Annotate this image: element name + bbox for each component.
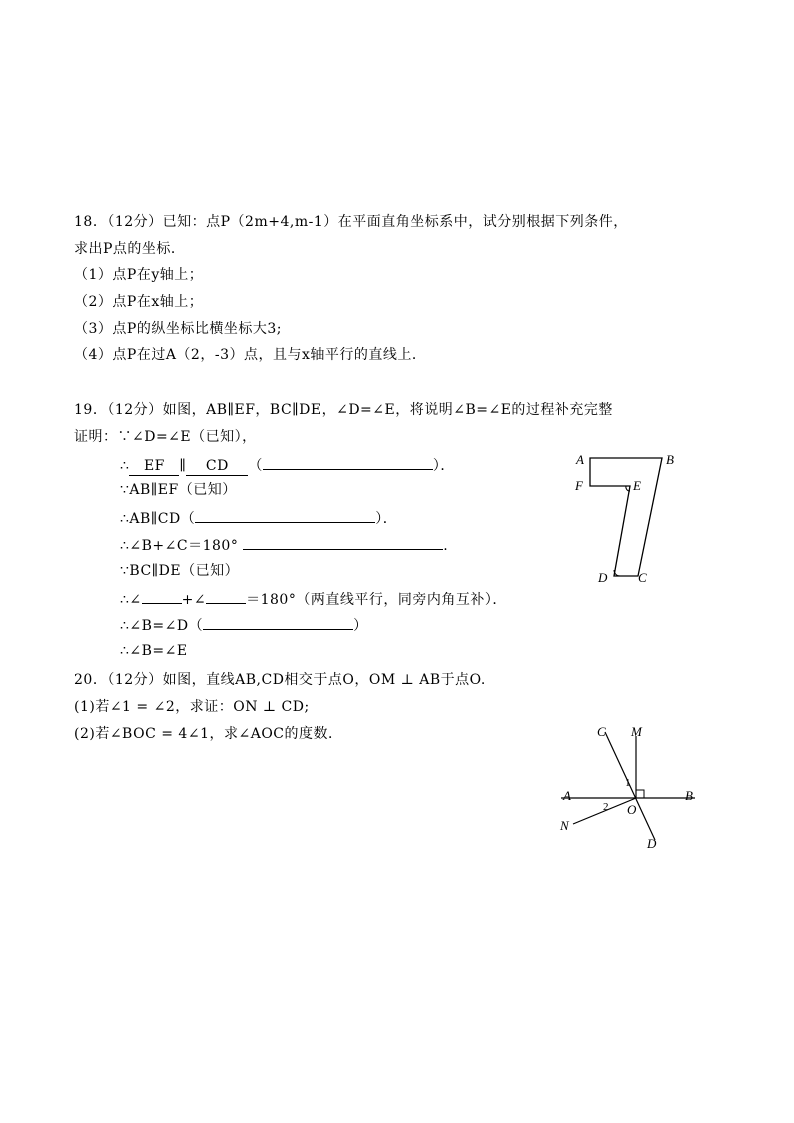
blank-ef: EF (129, 457, 179, 476)
q20-stem: 20．（12分）如图，直线AB,CD相交于点O，OM ⊥ AB于点O. (74, 672, 486, 688)
step-4-text: ∴∠B+∠C＝180° (120, 538, 239, 554)
reason-blank-4 (203, 615, 353, 630)
label-d: D (598, 570, 608, 585)
q19-step-8: ∴∠B=∠E (120, 643, 188, 659)
angle-blank-1 (142, 589, 182, 604)
q18-stem-line1: 18．（12分）已知：点P（2m+4,m-1）在平面直角坐标系中，试分别根据下列条件， (74, 214, 628, 230)
label-e: E (633, 478, 641, 493)
label-a: A (563, 788, 571, 803)
q19-step-5: ∵BC∥DE（已知） (120, 563, 240, 579)
label-d: D (647, 836, 657, 851)
step-7-text: ∴∠B=∠D（ (120, 618, 204, 634)
therefore-symbol: ∴ (120, 458, 130, 474)
q19-stem: 19．（12分）如图，AB∥EF，BC∥DE，∠D=∠E，将说明∠B=∠E的过程补充完整 (74, 402, 613, 418)
label-b: B (685, 788, 693, 803)
q18-item-4: （4）点P在过A（2，-3）点，且与x轴平行的直线上． (74, 347, 427, 363)
q19-step-1 (120, 455, 455, 476)
label-a: A (576, 452, 584, 467)
step-4-end: . (443, 538, 449, 554)
step-3-close: ）． (375, 511, 398, 527)
label-m: M (631, 724, 642, 739)
q20-part-2: (2)若∠BOC = 4∠1，求∠AOC的度数． (74, 726, 343, 742)
paren-close: ）． (432, 458, 455, 474)
step-6-reason: ＝180°（两直线平行，同旁内角互补）． (246, 592, 507, 608)
reason-blank-2 (195, 508, 375, 523)
q19-figure (570, 448, 690, 588)
angle-2-label: 2 (603, 801, 609, 813)
reason-blank-3 (243, 535, 443, 550)
paren-open: （ (248, 458, 263, 474)
step-7-close: ） (353, 618, 368, 634)
q19-step-7 (120, 615, 368, 635)
label-n: N (560, 818, 569, 833)
angle-1-label: 1 (625, 777, 631, 789)
q18-item-1: （1）点P在y轴上； (74, 267, 204, 283)
q20-figure (555, 722, 705, 852)
blank-cd: CD (186, 457, 248, 476)
q20-part-1: (1)若∠1 = ∠2，求证：ON ⊥ CD; (74, 699, 310, 715)
reason-blank-1 (263, 455, 433, 470)
label-f: F (575, 478, 583, 493)
q18-item-3: （3）点P的纵坐标比横坐标大3; (74, 321, 282, 337)
step-6-plus: +∠ (181, 592, 207, 608)
step-3-text: ∴AB∥CD（ (120, 511, 196, 527)
angle-blank-2 (206, 589, 246, 604)
q19-step-3 (120, 508, 397, 528)
q19-step-6 (120, 589, 507, 609)
q19-step-4 (120, 535, 448, 555)
q18-stem-line2: 求出P点的坐标． (74, 241, 186, 257)
step-6-text: ∴∠ (120, 592, 142, 608)
label-c: C (638, 570, 647, 585)
q19-step-2: ∵AB∥EF（已知） (120, 482, 237, 498)
label-b: B (666, 452, 674, 467)
q19-proof-start: 证明：∵∠D=∠E（已知）， (74, 429, 257, 445)
label-o: O (627, 802, 637, 817)
parallel-symbol: ∥ (179, 458, 187, 474)
label-c: C (597, 724, 606, 739)
q18-item-2: （2）点P在x轴上； (74, 294, 204, 310)
